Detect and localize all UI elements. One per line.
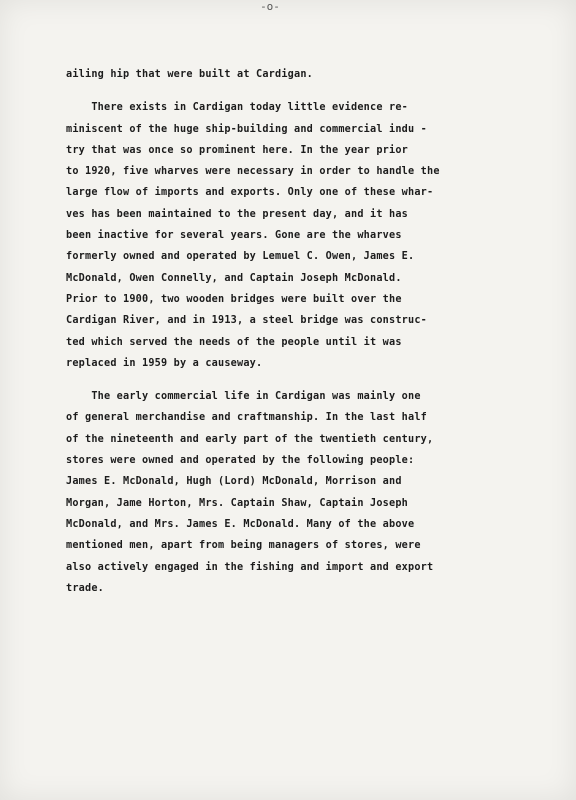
text-line: mentioned men, apart from being managers of stores, were <box>66 540 421 552</box>
text-line: ted which served the needs of the people until it was <box>66 336 402 348</box>
paragraph <box>66 64 536 85</box>
text-line: Morgan, Jame Horton, Mrs. Captain Shaw, Captain Joseph <box>66 497 409 509</box>
text-line: try that was once so prominent here. In the year prior <box>66 144 409 156</box>
text-line: There exists in Cardigan today little evidence re- <box>66 102 409 114</box>
text-line: ailing hip that were built at Cardigan. <box>66 69 314 80</box>
paragraph <box>66 97 536 374</box>
text-line: Prior to 1900, two wooden bridges were built over the <box>66 293 402 305</box>
text-line: also actively engaged in the fishing and import and export <box>66 561 434 573</box>
text-line: stores were owned and operated by the following people: <box>66 455 415 467</box>
text-line: Cardigan River, and in 1913, a steel bridge was construc- <box>66 315 428 327</box>
page-marker: -o- <box>260 0 280 13</box>
paragraph <box>66 386 536 599</box>
text-line: miniscent of the huge ship-building and commercial indu - <box>66 123 428 135</box>
text-line: James E. McDonald, Hugh (Lord) McDonald, Morrison and <box>66 476 402 488</box>
document-body <box>66 64 536 599</box>
text-line: trade. <box>66 582 105 594</box>
text-line: of general merchandise and craftmanship. In the last half <box>66 412 428 424</box>
text-line: McDonald, Owen Connelly, and Captain Joseph McDonald. <box>66 272 402 284</box>
text-line: McDonald, and Mrs. James E. McDonald. Many of the above <box>66 518 415 530</box>
text-line: replaced in 1959 by a causeway. <box>66 357 263 369</box>
text-line: The early commercial life in Cardigan was mainly one <box>66 391 421 403</box>
text-line: to 1920, five wharves were necessary in order to handle the <box>66 166 440 178</box>
text-line: ves has been maintained to the present day, and it has <box>66 208 409 220</box>
text-line: of the nineteenth and early part of the twentieth century, <box>66 433 434 445</box>
text-line: large flow of imports and exports. Only one of these whar- <box>66 187 434 199</box>
text-line: been inactive for several years. Gone are the wharves <box>66 230 402 242</box>
text-line: formerly owned and operated by Lemuel C. Owen, James E. <box>66 251 415 263</box>
